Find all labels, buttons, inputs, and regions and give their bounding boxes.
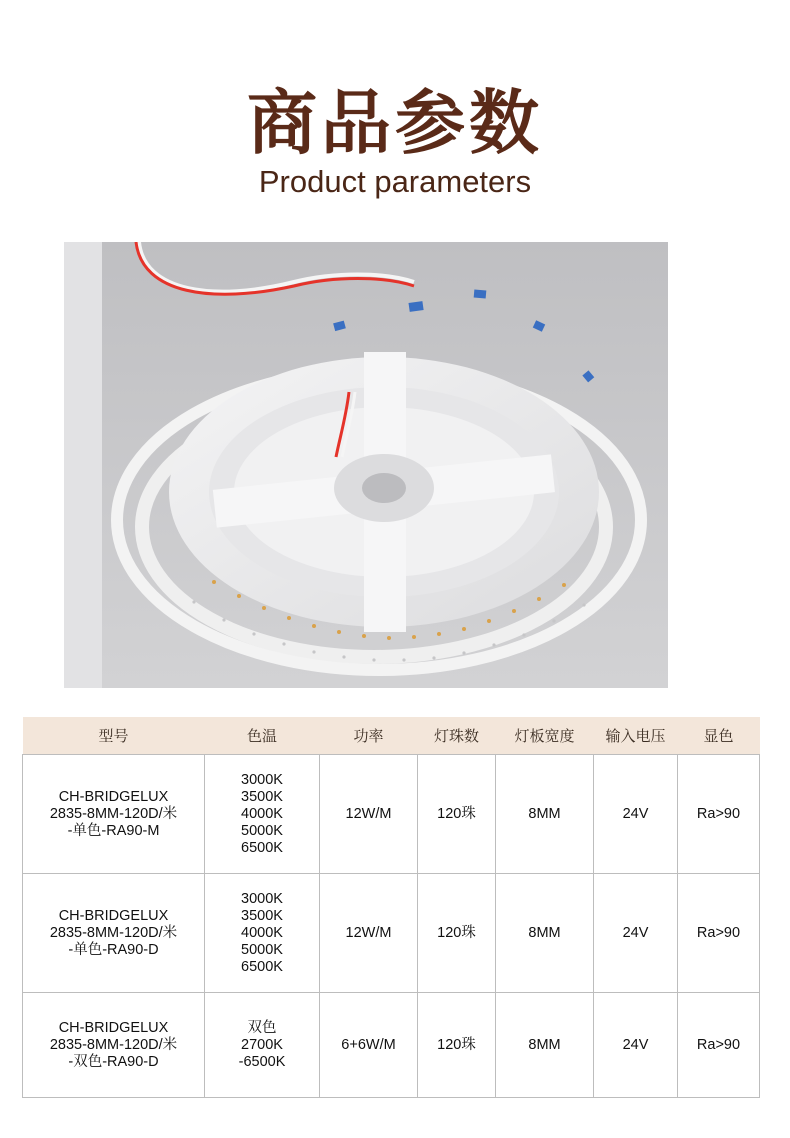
cell-model: CH-BRIDGELUX 2835-8MM-120D/米 -双色-RA90-D — [23, 993, 205, 1098]
cell-board-width: 8MM — [496, 874, 594, 993]
cell-color-temp: 双色 2700K -6500K — [205, 993, 320, 1098]
header-led-count: 灯珠数 — [418, 717, 496, 755]
header-color-temp: 色温 — [205, 717, 320, 755]
cell-board-width: 8MM — [496, 993, 594, 1098]
cell-cri: Ra>90 — [678, 993, 760, 1098]
header-board-width: 灯板宽度 — [496, 717, 594, 755]
cell-board-width: 8MM — [496, 755, 594, 874]
cell-led-count: 120珠 — [418, 993, 496, 1098]
page-title-english: Product parameters — [258, 164, 532, 199]
cell-model: CH-BRIDGELUX 2835-8MM-120D/米 -单色-RA90-M — [23, 755, 205, 874]
cell-color-temp: 3000K 3500K 4000K 5000K 6500K — [205, 755, 320, 874]
table-header-row — [23, 717, 760, 755]
product-photo-led-strip-reel — [64, 242, 668, 688]
cell-power: 6+6W/M — [320, 993, 418, 1098]
header-cri: 显色 — [678, 717, 760, 755]
cell-input-voltage: 24V — [594, 755, 678, 874]
cell-led-count: 120珠 — [418, 874, 496, 993]
cell-cri: Ra>90 — [678, 874, 760, 993]
table-row — [23, 993, 760, 1098]
cell-power: 12W/M — [320, 755, 418, 874]
page-title-chinese: 商品参数 — [247, 82, 543, 164]
cell-cri: Ra>90 — [678, 755, 760, 874]
table-row — [23, 755, 760, 874]
header-model: 型号 — [23, 717, 205, 755]
cell-led-count: 120珠 — [418, 755, 496, 874]
header-input-voltage: 输入电压 — [594, 717, 678, 755]
cell-model: CH-BRIDGELUX 2835-8MM-120D/米 -单色-RA90-D — [23, 874, 205, 993]
spec-table — [22, 717, 760, 1098]
cell-color-temp: 3000K 3500K 4000K 5000K 6500K — [205, 874, 320, 993]
header-power: 功率 — [320, 717, 418, 755]
cell-input-voltage: 24V — [594, 874, 678, 993]
cell-power: 12W/M — [320, 874, 418, 993]
table-row — [23, 874, 760, 993]
cell-input-voltage: 24V — [594, 993, 678, 1098]
